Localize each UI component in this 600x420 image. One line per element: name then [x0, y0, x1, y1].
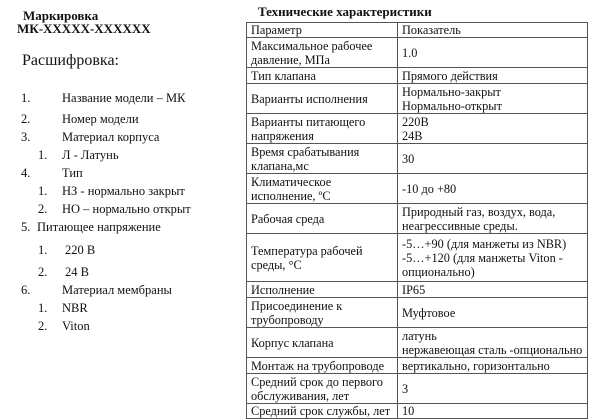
value-text: опционально) [402, 264, 475, 279]
param-text: клапана,мс [251, 158, 309, 173]
specs-title: Технические характеристики [258, 4, 432, 19]
param-text: среды, °С [251, 257, 302, 272]
param-text: Средний срок до первого [251, 374, 383, 389]
list-number: 3. [21, 130, 31, 144]
value-text: 220В [402, 114, 429, 129]
list-item: Тип [62, 166, 83, 180]
param-text: Средний срок службы, лет [251, 404, 391, 418]
list-item: Материал мембраны [62, 283, 172, 297]
list-item: Название модели – МК [62, 91, 186, 105]
marking-label: Маркировка [23, 8, 99, 23]
list-item: НЗ - нормально закрыт [62, 184, 185, 198]
value-text: IP65 [402, 282, 426, 297]
value-text: Нормально-открыт [402, 98, 502, 113]
table-row [247, 38, 588, 68]
value-text: 30 [402, 151, 415, 166]
param-text: Климатическое [251, 174, 332, 189]
param-text: исполнение, ºС [251, 188, 331, 203]
table-header-row [247, 23, 588, 38]
param-text: Варианты исполнения [251, 91, 368, 106]
param-text: Варианты питающего [251, 114, 366, 129]
param-text: Исполнение [251, 282, 315, 297]
table-row [247, 358, 588, 374]
list-number: 1. [38, 301, 48, 315]
table-row [247, 404, 588, 419]
table-row [247, 144, 588, 174]
decoding-title: Расшифровка: [22, 52, 119, 69]
list-item: 220 В [65, 243, 96, 257]
value-text: Природный газ, воздух, вода, [402, 204, 556, 219]
table-row [247, 114, 588, 144]
param-text: трубопроводу [251, 312, 324, 327]
table-row [247, 204, 588, 234]
param-text: обслуживания, лет [251, 388, 350, 403]
value-text: 10 [402, 404, 415, 418]
list-number: 1. [38, 243, 48, 257]
table-row [247, 374, 588, 404]
list-item: NBR [62, 301, 88, 315]
param-text: Корпус клапана [251, 335, 334, 350]
value-text: неагрессивные среды. [402, 218, 518, 233]
param-text: Монтаж на трубопроводе [251, 358, 385, 373]
list-number: 5. [21, 220, 31, 234]
list-number: 1. [21, 91, 31, 105]
list-number: 2. [38, 202, 48, 216]
value-text: 1.0 [402, 45, 418, 60]
list-item: НО – нормально открыт [62, 202, 191, 216]
table-row [247, 84, 588, 114]
list-number: 2. [21, 112, 31, 126]
param-text: Присоединение к [251, 298, 343, 313]
list-item: Питающее напряжение [37, 220, 161, 234]
list-item: 24 В [65, 265, 89, 279]
table-row [247, 234, 588, 282]
param-text: Температура рабочей [251, 243, 363, 258]
value-text: 3 [402, 381, 409, 396]
value-text: вертикально, горизонтально [402, 358, 550, 373]
table-row [247, 328, 588, 358]
list-item: Viton [62, 319, 90, 333]
marking-code: МК-XXXXX-XXXXXX [17, 21, 151, 36]
list-item: Материал корпуса [62, 130, 160, 144]
value-text: нержавеющая сталь -опционально [402, 342, 583, 357]
header-param: Параметр [247, 23, 398, 38]
value-text: Муфтовое [402, 305, 456, 320]
table-row [247, 282, 588, 298]
value-text: -5…+120 (для манжеты Viton - [402, 250, 563, 265]
list-number: 6. [21, 283, 31, 297]
list-item: Номер модели [62, 112, 139, 126]
table-row [247, 174, 588, 204]
value-text: 24В [402, 128, 423, 143]
value-text: -10 до +80 [402, 181, 457, 196]
value-text: латунь [402, 328, 437, 343]
param-text: Тип клапана [251, 68, 316, 83]
param-text: Время срабатывания [251, 144, 360, 159]
table-row [247, 298, 588, 328]
param-text: напряжения [251, 128, 314, 143]
param-text: Рабочая среда [251, 211, 325, 226]
list-number: 1. [38, 184, 48, 198]
value-text: Нормально-закрыт [402, 84, 501, 99]
header-value: Показатель [398, 23, 588, 38]
value-text: Прямого действия [402, 68, 498, 83]
specs-table [246, 22, 588, 419]
list-number: 2. [38, 319, 48, 333]
list-number: 1. [38, 148, 48, 162]
table-row [247, 68, 588, 84]
list-number: 4. [21, 166, 31, 180]
param-text: давление, МПа [251, 52, 330, 67]
list-number: 2. [38, 265, 48, 279]
param-text: Максимальное рабочее [251, 38, 373, 53]
list-item: Л - Латунь [62, 148, 119, 162]
value-text: -5…+90 (для манжеты из NBR) [402, 236, 567, 251]
